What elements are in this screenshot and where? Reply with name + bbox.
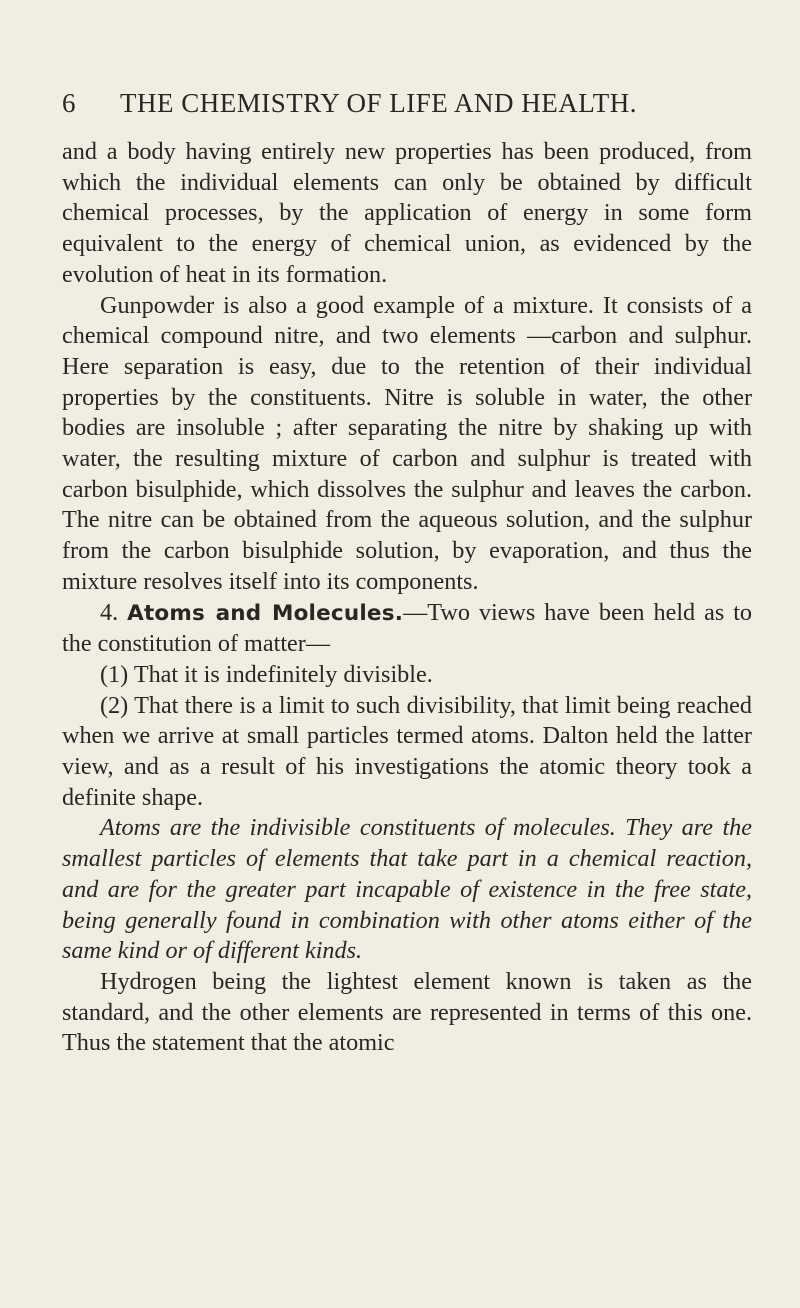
paragraph-hydrogen: Hydrogen being the lightest element known is taken as the standard, and the other elements are represented in terms of this one. Thus the statement that the atomic: [62, 967, 752, 1057]
running-head: [62, 88, 752, 124]
section-heading: Atoms and Molecules.: [127, 600, 404, 626]
atom-definition: Atoms are the indivisible constituents of molecules. They are the smallest particles of elements that take part in a chemical reaction, and are for the greater part incapable of existence in the free state, being generally found in combination with other atoms either of the same kind or of different kinds.: [62, 814, 752, 965]
book-title: THE CHEMISTRY OF LIFE AND HEALTH.: [120, 88, 638, 118]
paragraph-continuation: and a body having entirely new properties has been produced, from which the individual elements can only be obtained by difficult chemical processes, by the application of energy in some form equivalent to the energy of chemical union, as evidenced by the evolution of heat in its formation.: [62, 138, 752, 288]
section-4-intro: [62, 598, 752, 660]
section-intro-text: —Two views have been held as to the constitution of matter—: [62, 598, 753, 658]
list-item-1: (1) That it is indefinitely divisible.: [100, 660, 433, 688]
page-number: 6: [62, 88, 76, 118]
body-text: [62, 137, 752, 1059]
paragraph-gunpowder: Gunpowder is also a good example of a mixture. It consists of a chemical compound nitre, and two elements —carbon and sulphur. Here separation is easy, due to the retention of their individual properties by the constituents. Nitre is soluble in water, the other bodies are insoluble ; after separating the nitre by shaking up with water, the resulting mixture of carbon and sulphur is treated with carbon bisulphide, which dissolves the sulphur and leaves the carbon. The nitre can be obtained from the aqueous solution, and the sulphur from the carbon bisulphide solution, by evaporation, and thus the mixture resolves itself into its components.: [62, 291, 752, 595]
list-item-2: (2) That there is a limit to such divisibility, that limit being reached when we arrive at small particles termed atoms. Dalton held the latter view, and as a result of his investigations the atomic theory took a definite shape.: [62, 691, 752, 811]
section-number: 4.: [100, 598, 119, 626]
